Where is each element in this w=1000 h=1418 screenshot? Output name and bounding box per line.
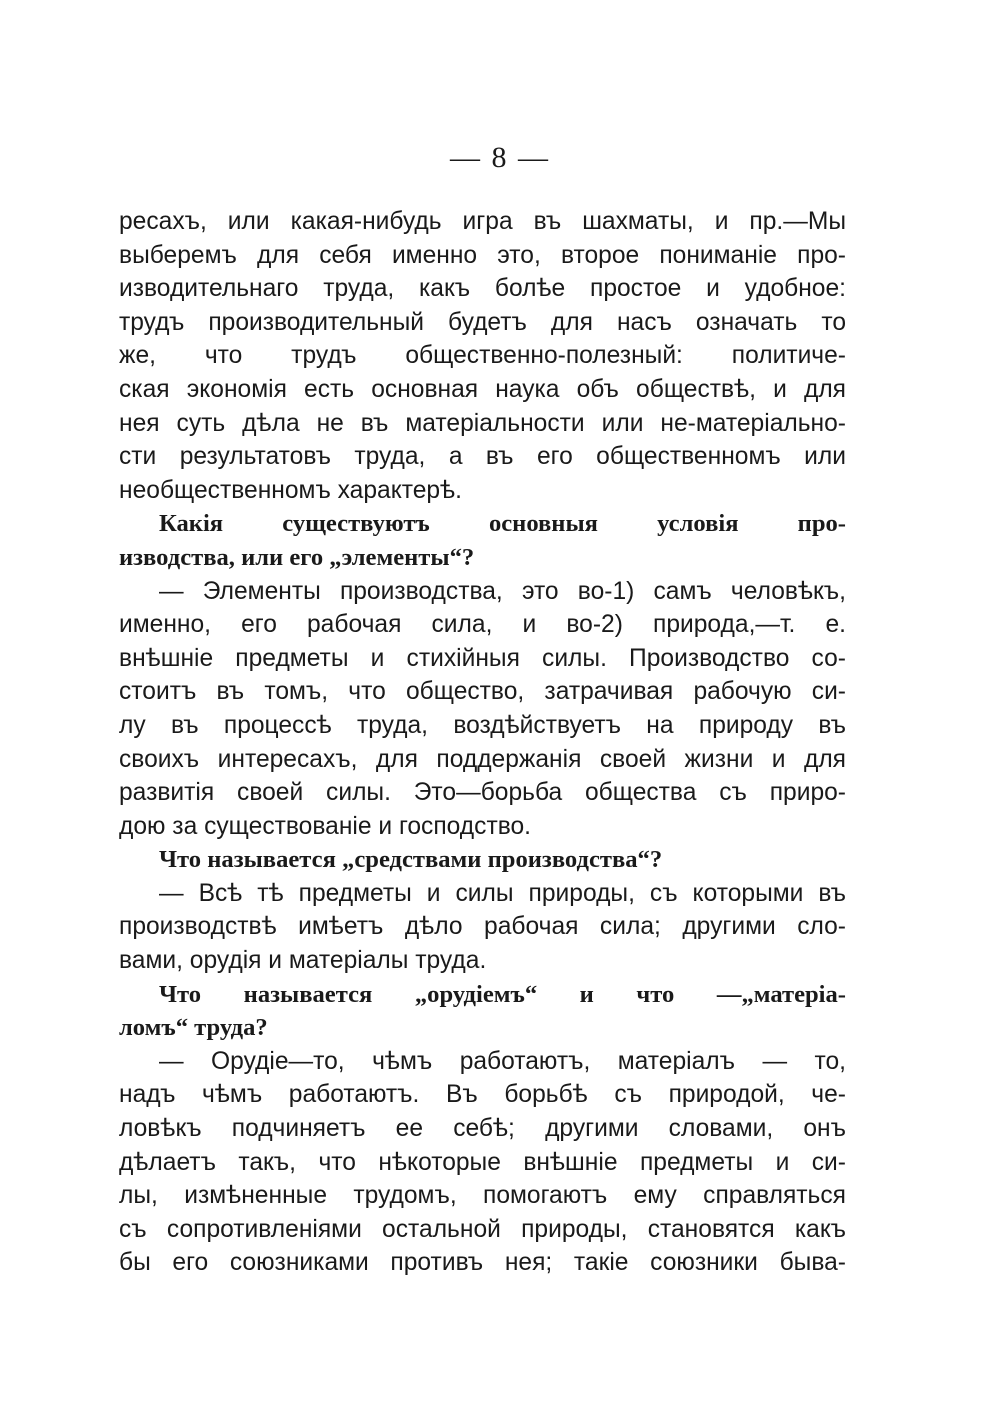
page-number: — 8 — (450, 141, 550, 174)
question-heading-line: ломъ“ труда? (119, 1014, 268, 1042)
text-line: выберемъ для себя именно это, второе пониманіе про- (119, 241, 846, 269)
text-line: ловѣкъ подчиняетъ ее себѣ; другими словами, онъ (119, 1115, 846, 1143)
text-line: нея суть дѣла не въ матеріальности или не-матеріально- (119, 409, 846, 437)
answer-line: — Элементы производства, это во-1) самъ человѣкъ, (159, 577, 846, 605)
text-line: внѣшніе предметы и стихійныя силы. Производство со- (119, 644, 846, 672)
text-line: надъ чѣмъ работаютъ. Въ борьбѣ съ природой, че- (119, 1081, 846, 1109)
answer-line: — Всѣ тѣ предметы и силы природы, съ которыми въ (159, 879, 846, 907)
text-line: производствѣ имѣетъ дѣло рабочая сила; другими сло- (119, 913, 846, 941)
question-heading-line: изводства, или его „элементы“? (119, 543, 475, 571)
answer-line: — Орудіе—то, чѣмъ работаютъ, матеріалъ — то, (159, 1047, 846, 1075)
text-line: ресахъ, или какая-нибудь игра въ шахматы, и пр.—Мы (119, 208, 846, 235)
text-line: лы, измѣненные трудомъ, помогаютъ ему справляться (119, 1182, 846, 1210)
text-line: именно, его рабочая сила, и во-2) природа,—т. е. (119, 611, 846, 639)
question-heading-line: Что называется „орудіемъ“ и что —„матеріа- (159, 980, 846, 1008)
question-heading-line: Какія существуютъ основныя условія про- (159, 510, 846, 538)
text-line: бы его союзниками противъ нея; такіе союзники быва- (119, 1249, 846, 1277)
text-line: дою за существованіе и господство. (119, 812, 532, 840)
text-line: лу въ процессѣ труда, воздѣйствуетъ на природу въ (119, 711, 846, 739)
text-line: вами, орудія и матеріалы труда. (119, 947, 487, 975)
text-line: своихъ интересахъ, для поддержанія своей жизни и для (119, 745, 846, 773)
text-line: дѣлаетъ такъ, что нѣкоторые внѣшніе предметы и си- (119, 1148, 846, 1176)
text-line: ская экономія есть основная наука объ обществѣ, и для (119, 375, 846, 403)
text-line: трудъ производительный будетъ для насъ означать то (119, 308, 846, 336)
text-line: развитія своей силы. Это—борьба общества съ приро- (119, 779, 846, 807)
text-line: стоитъ въ томъ, что общество, затрачивая рабочую си- (119, 678, 846, 706)
body-text (119, 205, 846, 1280)
text-line: изводительнаго труда, какъ болѣе простое и удобное: (119, 275, 846, 303)
question-heading-line: Что называется „средствами производства“? (159, 846, 663, 874)
text-line: же, что трудъ общественно-полезный: политиче- (119, 342, 846, 370)
text-line: необщественномъ характерѣ. (119, 476, 462, 504)
text-line: съ сопротивленіями остальной природы, становятся какъ (119, 1215, 846, 1243)
text-line: сти результатовъ труда, а въ его общественномъ или (119, 443, 846, 471)
